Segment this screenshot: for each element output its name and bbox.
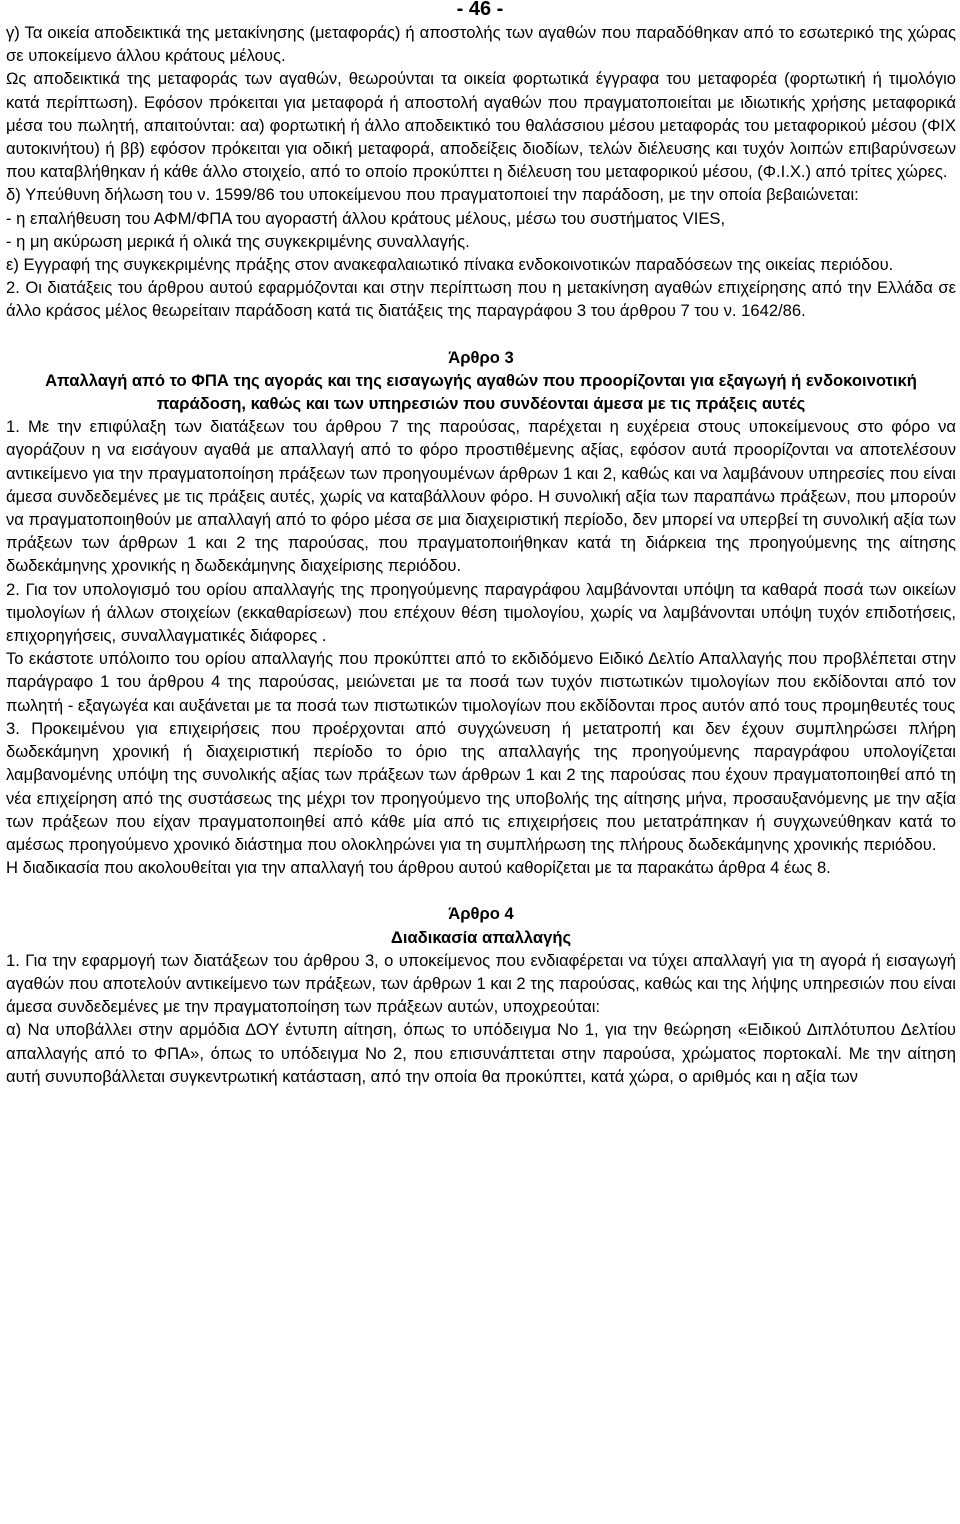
article-4-paragraph-alpha: α) Να υποβάλλει στην αρμόδια ΔΟΥ έντυπη αίτηση, όπως το υπόδειγμα Νο 1, για την θεώρηση «Ειδικού Διπλότυπου Δελτίου απαλλαγής από το ΦΠΑ», όπως το υπόδειγμα Νο 2, που επισυνάπτεται στην παρούσα, χρώματος πορτοκαλί. Με την αίτηση αυτή συνυποβάλλεται συγκεντρωτική κατάσταση, από την οποία θα προκύπτει, κατά χώρα, ο αριθμός και η αξία των [6,1020,956,1086]
section-spacer [6,879,956,902]
paragraph-epsilon: ε) Εγγραφή της συγκεκριμένης πράξης στον ανακεφαλαιωτικό πίνακα ενδοκοινοτικών παραδόσεων της οικείας περιόδου. [6,255,894,275]
article-3-paragraph-3: 3. Προκειμένου για επιχειρήσεις που προέρχονται από συγχώνευση ή μετατροπή και δεν έχουν συμπληρώσει πλήρη δωδεκάμηνη χρονική ή διαχειριστική περίοδο το όριο της απαλλαγής της προηγούμενης παραγράφου υπολογίζεται λαμβανομένης υπόψη της συνολικής αξίας των πράξεων των άρθρων 1 και 2 της παρούσας που έχουν πραγματοποιηθεί από τη νέα επιχείρηση από της συστάσεως της μέχρι τον προηγούμενο της υποβολής της αίτησης μήνα, προσαυξανόμενης με την αξία των πράξεων που είχαν πραγματοποιηθεί από κάθε μία από τις επιχειρήσεις που μετατράπηκαν ή συγχωνεύθηκαν κατά το αμέσως προηγούμενο χρονικό διάστημα που ολοκληρώνει για τη συμπλήρωση της πλήρους δωδεκάμηνης χρονικής περιόδου. [6,718,956,854]
article-3-paragraph-balance: Το εκάστοτε υπόλοιπο του ορίου απαλλαγής που προκύπτει από το εκδιδόμενο Ειδικό Δελτίο Απαλλαγής που προβλέπεται στην παράγραφο 1 του άρθρου 4 της παρούσας, μειώνεται με τα ποσά των τυχόν πιστωτικών τιμολογίων που εκδίδονται από τον πωλητή - εξαγωγέα και αυξάνεται με τα ποσά των πιστωτικών τιμολογίων που εκδίδονται προς αυτόν από τους προμηθευτές τους [6,649,956,715]
paragraph-gamma: γ) Τα οικεία αποδεικτικά της μετακίνησης (μεταφοράς) ή αποστολής των αγαθών που παραδόθηκαν από το εσωτερικό της χώρας σε υποκείμενο άλλου κράτους μέλους. [6,23,956,66]
document-body [6,21,956,1088]
paragraph-delta: δ) Υπεύθυνη δήλωση του ν. 1599/86 του υποκείμενου που πραγματοποιεί την παράδοση, με την οποία βεβαιώνεται: [6,185,859,205]
article-3-paragraph-procedure: Η διαδικασία που ακολουθείται για την απαλλαγή του άρθρου αυτού καθορίζεται με τα παρακάτω άρθρα 4 έως 8. [6,858,831,878]
paragraph-no-cancellation: - η μη ακύρωση μερικά ή ολικά της συγκεκριμένης συναλλαγής. [6,231,470,251]
paragraph-2: 2. Οι διατάξεις του άρθρου αυτού εφαρμόζονται και στην περίπτωση που η μετακίνηση αγαθών επιχείρησης από την Ελλάδα σε άλλο κράσος μέλος θεωρείταιν παράδοση κατά τις διατάξεις της παραγράφου 3 του άρθρου 7 του ν. 1642/86. [6,278,956,321]
paragraph-vies-check: - η επαλήθευση του ΑΦΜ/ΦΠΑ του αγοραστή άλλου κράτους μέλους, μέσω του συστήματος VIES, [6,208,726,228]
article-3-title: Απαλλαγή από το ΦΠΑ της αγοράς και της εισαγωγής αγαθών που προορίζονται για εξαγωγή ή ενδοκοινοτική παράδοση, καθώς και των υπηρεσιών που συνδέονται άμεσα με τις πράξεις αυτές [45,370,917,414]
page-number: - 46 - [456,0,504,20]
article-4-title: Διαδικασία απαλλαγής [390,927,572,947]
article-4-paragraph-1: 1. Για την εφαρμογή των διατάξεων του άρθρου 3, ο υποκείμενος που ενδιαφέρεται να τύχει απαλλαγή για τη αγορά ή εισαγωγή αγαθών που αποτελούν αντικείμενο των πράξεων, των άρθρων 1 και 2 της παρούσας, καθώς και της λήψης υπηρεσιών που είναι άμεσα συνδεδεμένες με την πραγματοποίηση των πράξεων αυτών, υποχρεούται: [6,950,956,1017]
paragraph-transport-proof: Ως αποδεικτικά της μεταφοράς των αγαθών, θεωρούνται τα οικεία φορτωτικά έγγραφα του μεταφορέα (φορτωτική ή τιμολόγιο κατά περίπτωση). Εφόσον πρόκειται για μεταφορά ή αποστολή αγαθών που πραγματοποιείται με ιδιωτικής χρήσης μεταφορικά μέσα του πωλητή, απαιτούνται: αα) φορτωτική ή άλλο αποδεικτικό του θαλάσσιου μέσου μεταφοράς του μεταφορικού μέσου (ΦΙΧ αυτοκινήτου) ή ββ) εφόσον πρόκειται για οδική μεταφορά, αποδείξεις διοδίων, τελών διέλευσης και τυχόν λοιπών επιβαρύνσεων που καταβλήθηκαν ή κάθε άλλο στοιχείο, από το οποίο προκύπτει η διέλευση του μεταφορικού μέσου, (Φ.Ι.Χ.) από τρίτες χώρες. [6,69,956,182]
article-3-paragraph-2: 2. Για τον υπολογισμό του ορίου απαλλαγής της προηγούμενης παραγράφου λαμβάνονται υπόψη τα καθαρά ποσά των οικείων τιμολογίων ή άλλων στοιχείων (εκκαθαρίσεων) που επέχουν θέση τιμολογίου, χωρίς να λαμβάνονται υπόψη τυχόν επιδοτήσεις, επιχορηγήσεις, συναλλαγματικές διάφορες . [6,579,956,646]
article-4-heading: Άρθρο 4 [448,904,514,924]
section-spacer [6,323,956,346]
article-3-paragraph-1: 1. Με την επιφύλαξη των διατάξεων του άρθρου 7 της παρούσας, παρέχεται η ευχέρεια στους υποκείμενους στο φόρο να αγοράζουν η να εισάγουν αγαθά με απαλλαγή από το φόρο προστιθέμενης αξίας, εφόσον αυτά προορίζονται να αποτελέσουν αντικείμενο για την πραγματοποίηση πράξεων των προηγουμένων άρθρων 1 και 2, καθώς και να λαμβάνουν υπηρεσίες που είναι άμεσα συνδεδεμένες με τις πράξεις αυτές, χωρίς να καταβάλλουν φόρο. Η συνολική αξία των παραπάνω πράξεων, που μπορούν να πραγματοποιηθούν με απαλλαγή από το φόρο μέσα σε μια διαχειριστική περίοδο, δεν μπορεί να υπερβεί τη συνολική αξία των πράξεων των άρθρων 1 και 2 της παρούσας, που πραγματοποιήθηκαν κατά τη διάρκεια της προηγούμενης της αίτησης δωδεκάμηνης χρονικής η δωδεκάμηνης διαχείρισης περιόδου. [6,417,956,576]
article-3-heading: Άρθρο 3 [448,347,514,367]
